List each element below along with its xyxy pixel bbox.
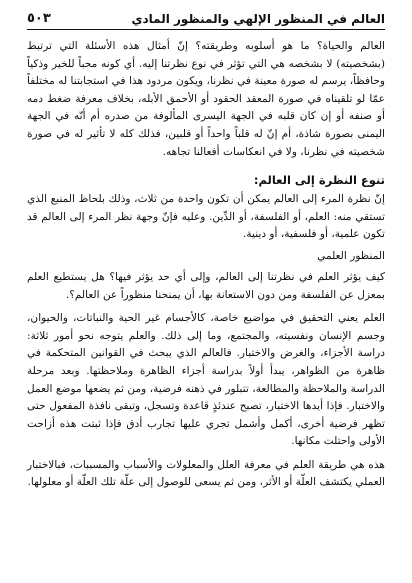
paragraph-3: كيف يؤثر العلم في نظرتنا إلى العالم، وإلى أي حد يؤثر فيها؟ هل يستطيع العلم بمعزل عن الفلسفة ومن دون الاستعانة بها، أن يمنحنا منظوراً عن العالم؟.	[27, 270, 385, 301]
section-heading: تنوع النظرة إلى العالم:	[253, 173, 385, 188]
paragraph-4: العلم يعني التحقيق في مواضيع خاصة، كالأجسام غير الحية والنباتات، والحيوان، وجسم الإنسان ونفسيته، والمجتمع، وما إلى ذلك. والعلم يتوجه نحو أمور ثلاثة: دراسة الأجزاء، والغرض والاختبار. فالعالم الذي يبحث في القوانين المتحكمة في ظاهرة من الظواهر، يبدأ أولاً بدراسة أجزاء الظاهرة وملاحظتها. وبعد مرحلة الدراسة والملاحظة والمطالعة، تتبلور في ذهنه فرضية، ومن ثم يضعها موضع العمل والاختبار. فإذا أيدها الاختبار، تصبح عندئذٍ قاعدة وتسجل، وتبقى نافذة المفعول حتى تظهر فرضية أخرى، أكمل وأشمل تجري عليها تجارب أدق فإذا ثبتت هذه أزاحت الأولى واحتلت مكانها.	[27, 312, 385, 448]
paragraph-2: إنّ نظرة المرء إلى العالم يمكن أن تكون واحدة من ثلاث، وذلك بلحاظ المنبع الذي تستقي منه: العلم، أو الفلسفة، أو الدِّين. وعليه فإنّ وجهة نظر المرء إلى العالم قد تكون علمية، أو فلسفية، أو دينية.	[27, 193, 385, 241]
spacer	[27, 161, 385, 167]
sub-heading: المنظور العلمي	[317, 249, 385, 262]
page-header	[27, 6, 385, 26]
paragraph-1: العالم والحياة؟ ما هو أسلوبه وطريقته؟ إنّ أمثال هذه الأسئلة التي ترتبط (بشخصيته) لا بشخصه هي التي تؤثر في نوع نظرتنا إليه. أي كونه محباً للخير وذكياً وحافظاً، يرسم له صورة معينة في نظرنا، ويكون مردود هذا في استجابتنا له مختلفاً عمّا لو تلقيناه في صورة المعقد الحقود أو الأحمق الأبله، بخلاف معرفة ضغط دمه أو صنفه أو إن كان قلبه في الجهة اليسرى المألوفة من صدره أم أنّه في الجهة اليمنى بصورة شاذة، أم إنّ له قلباً واحداً أو قلبين، فذلك كله لا تأثير له في صورة شخصيته في نظرنا، ولا في انعكاسات أفعالنا تجاهه.	[27, 40, 385, 158]
running-title: العالم في المنظور الإلهي والمنظور المادي	[131, 12, 385, 26]
header-rule	[27, 29, 385, 30]
page-number: ٥٠٣	[27, 11, 51, 26]
paragraph-5: هذه هي طريقة العلم في معرفة العلل والمعلولات والأسباب والمسببات، فبالاختبار العملي يكتشف العلّة أو الأثر، ومن ثم يسعى للوصول إلى علّة تلك العلّة أو معلولها.	[27, 458, 385, 489]
